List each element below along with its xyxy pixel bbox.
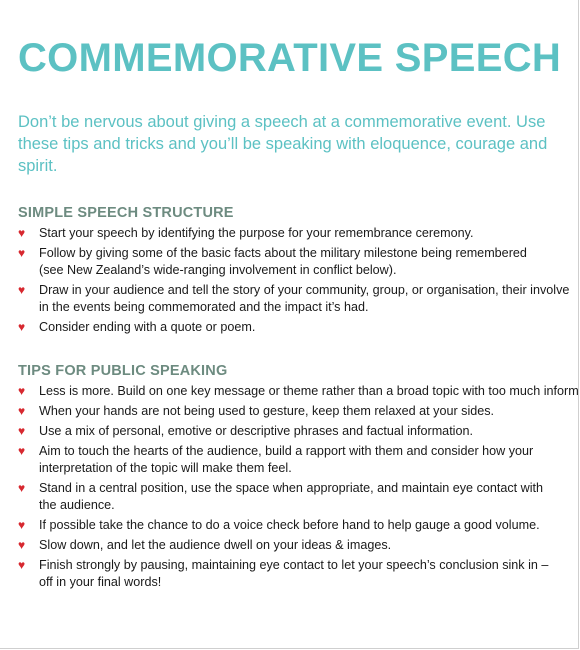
list-item: ♥ Slow down, and let the audience dwell on your ideas & images.: [18, 538, 392, 552]
list-item: ♥ Less is more. Build on one key message or theme rather than a broad topic with too much inform: [18, 384, 579, 398]
page-title: COMMEMORATIVE SPEECH: [18, 36, 562, 80]
heart-bullet-icon: ♥: [18, 518, 26, 532]
list-item: ♥ Aim to touch the hearts of the audience, build a rapport with them and consider how your interpretation of the topic will make them feel.: [18, 444, 534, 475]
list-item: ♥ Draw in your audience and tell the story of your community, group, or organisation, their involve in the events being commemorated and the impact it’s had.: [18, 283, 570, 314]
list-item: ♥ Start your speech by identifying the purpose for your remembrance ceremony.: [18, 226, 474, 240]
tips-list: [18, 383, 580, 591]
heart-bullet-icon: ♥: [18, 538, 26, 552]
list-item: ♥ Consider ending with a quote or poem.: [18, 320, 256, 334]
heart-bullet-icon: ♥: [18, 404, 26, 418]
list-item: ♥ Stand in a central position, use the space when appropriate, and maintain eye contact with the audience.: [18, 481, 544, 512]
heart-bullet-icon: ♥: [18, 226, 26, 240]
list-item: ♥ Follow by giving some of the basic facts about the military milestone being remembered (see New Zealand’s wide-ranging involvement in conflict below).: [18, 246, 527, 277]
heart-bullet-icon: ♥: [18, 481, 26, 495]
heart-bullet-icon: ♥: [18, 384, 26, 398]
heart-bullet-icon: ♥: [18, 424, 26, 438]
heart-bullet-icon: ♥: [18, 320, 26, 334]
list-item: ♥ Finish strongly by pausing, maintaining eye contact to let your speech’s conclusion sink in – off in your final words!: [18, 558, 549, 589]
list-item: ♥ Use a mix of personal, emotive or descriptive phrases and factual information.: [18, 424, 473, 438]
list-item: ♥ If possible take the chance to do a voice check before hand to help gauge a good volume.: [18, 518, 540, 532]
intro-paragraph: Don’t be nervous about giving a speech at a commemorative event. Use these tips and tricks and you’ll be speaking with eloquence, courage and spirit.: [18, 113, 548, 175]
structure-list: [18, 225, 580, 336]
section-heading-tips: TIPS FOR PUBLIC SPEAKING: [18, 363, 228, 379]
heart-bullet-icon: ♥: [18, 246, 26, 260]
section-heading-structure: SIMPLE SPEECH STRUCTURE: [18, 205, 234, 221]
list-item: ♥ When your hands are not being used to gesture, keep them relaxed at your sides.: [18, 404, 495, 418]
heart-bullet-icon: ♥: [18, 444, 26, 458]
heart-bullet-icon: ♥: [18, 558, 26, 572]
heart-bullet-icon: ♥: [18, 283, 26, 297]
